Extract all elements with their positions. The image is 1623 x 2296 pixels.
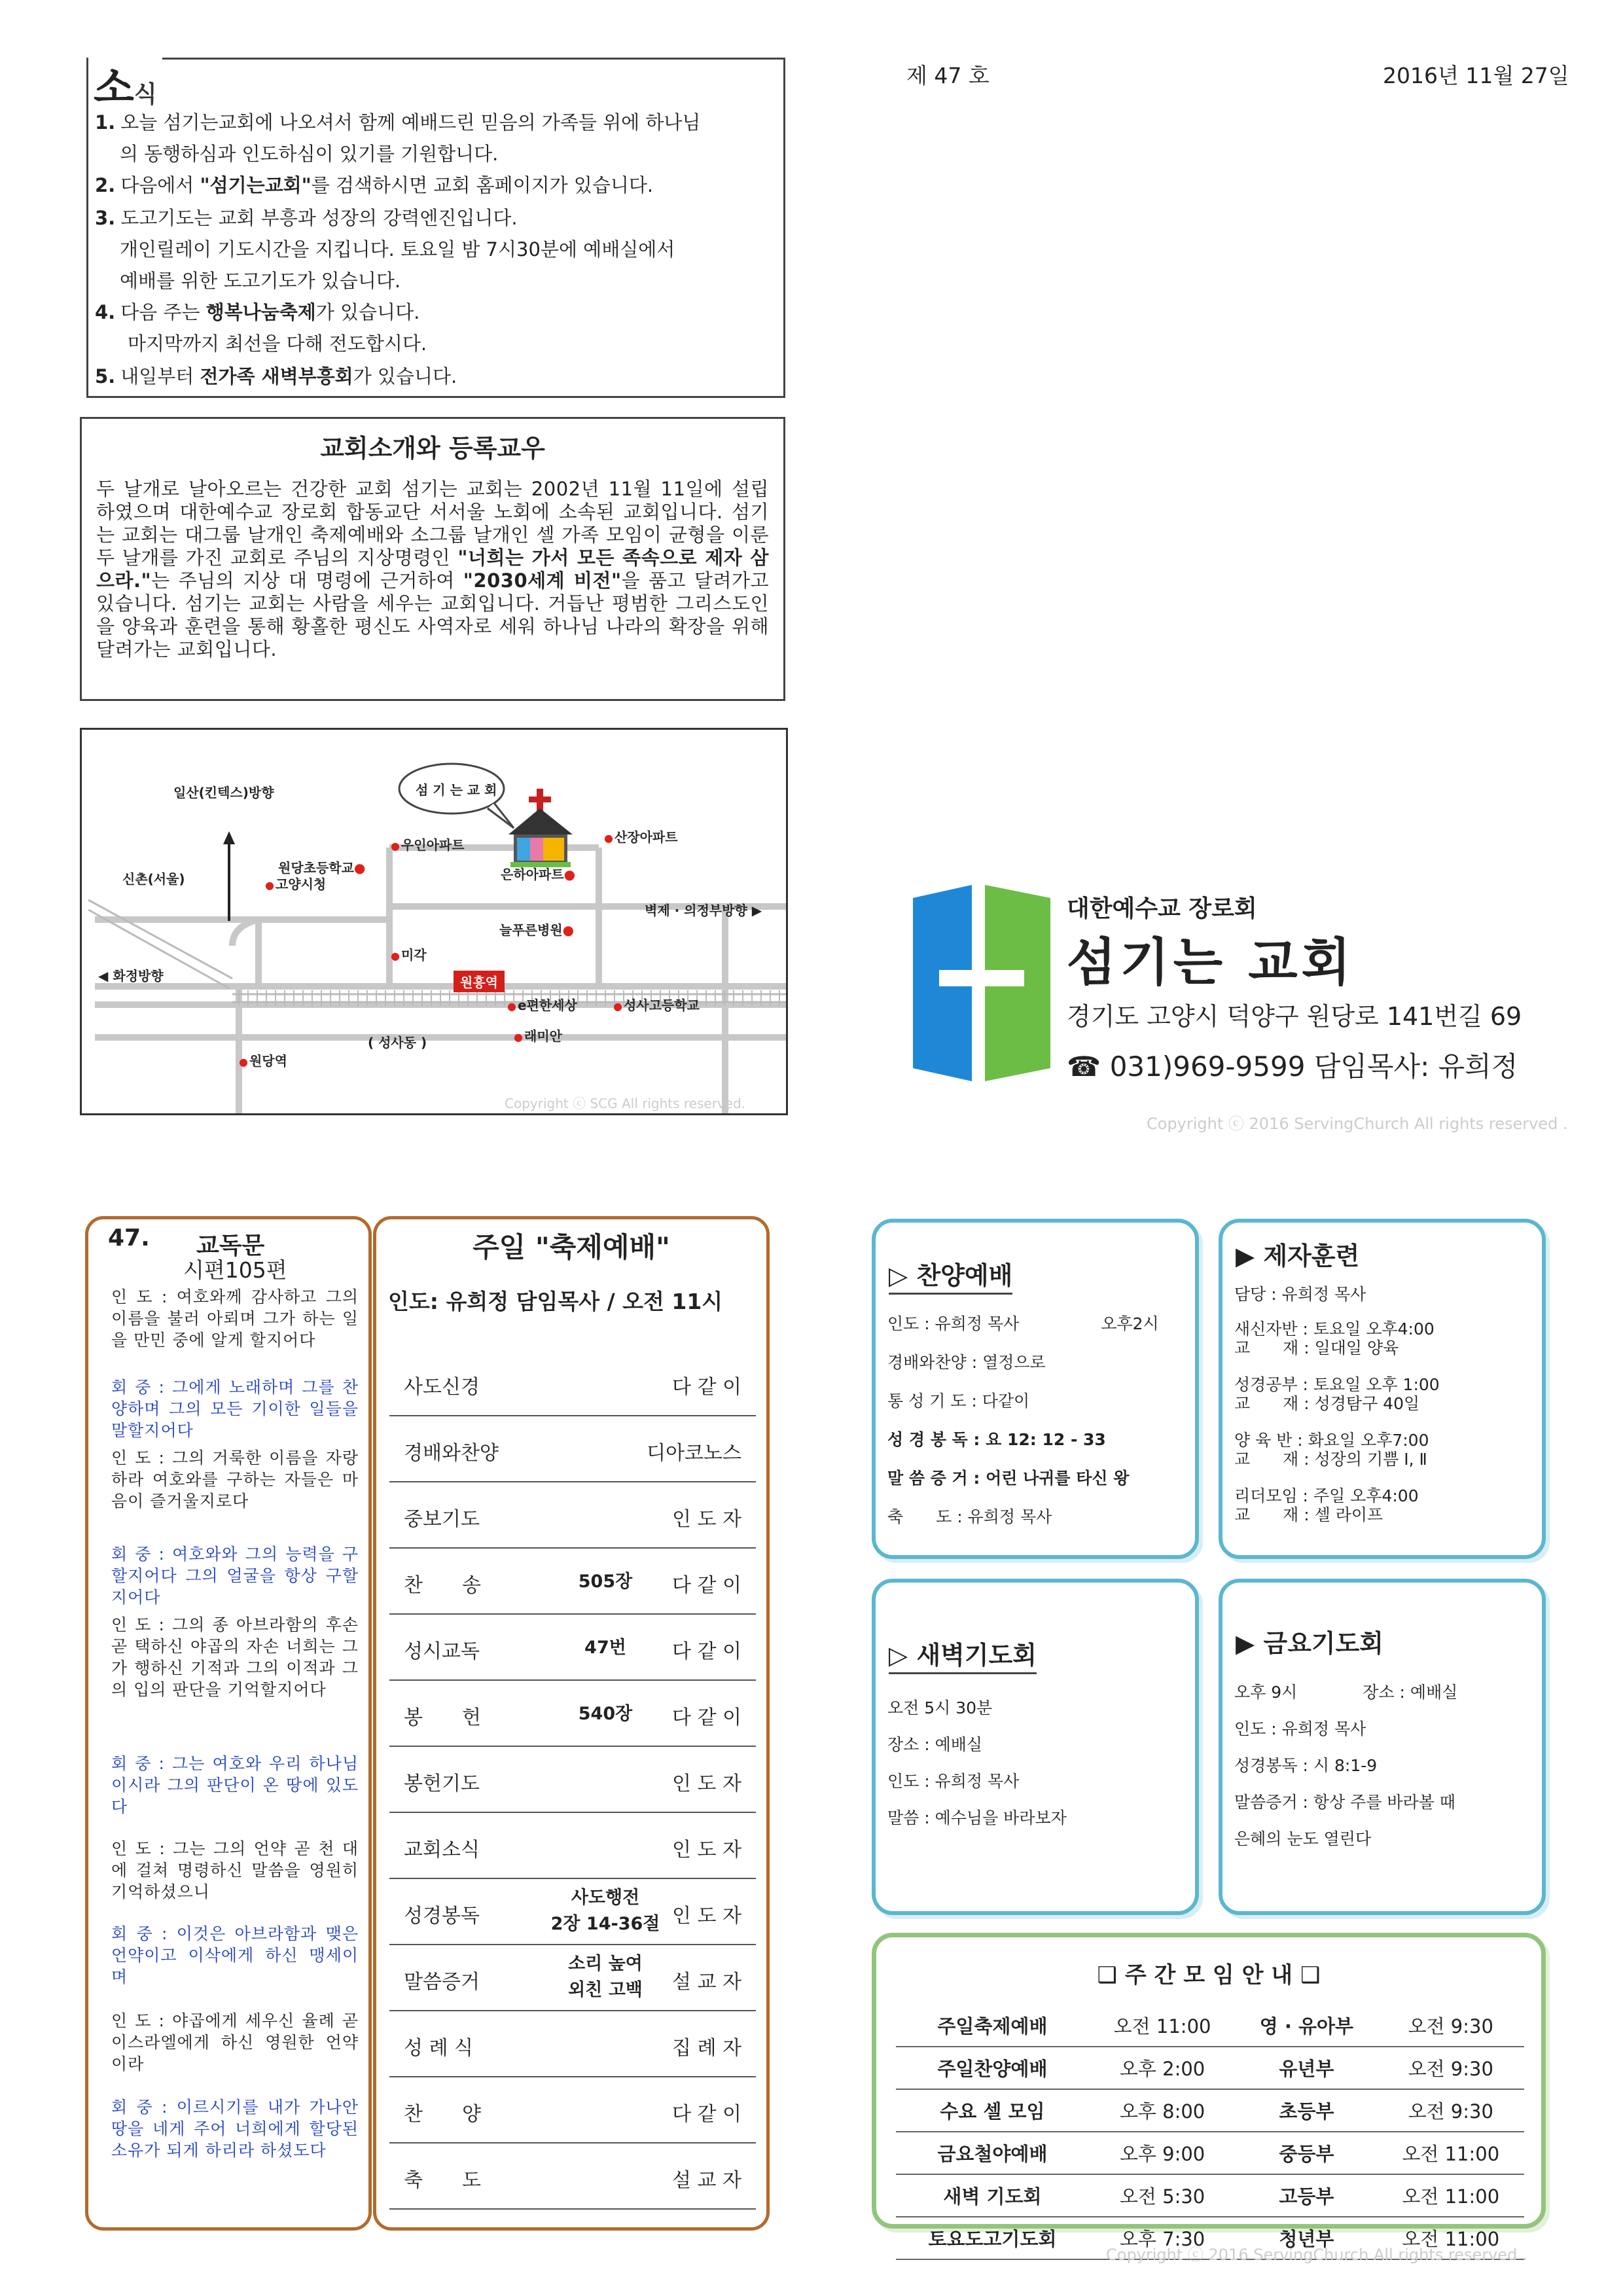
worship-title: 주일 "축제예배" bbox=[473, 1231, 670, 1263]
news-item-3: 3. 도고기도는 교회 부흥과 성장의 강력엔진입니다. 개인릴레이 기도시간을 지킵니다. 토요일 밤 7시30분에 예배실에서 예배를 위한 도고기도가 있습니다. bbox=[95, 207, 675, 292]
meeting-name: 고등부 bbox=[1236, 2174, 1377, 2217]
order-item: 성시교독 bbox=[404, 1640, 480, 1663]
worship-order-row bbox=[389, 1746, 756, 1813]
order-responsible: 다 같 이 bbox=[671, 1573, 741, 1597]
map-label-hwajeong: ◀ 화정방향 bbox=[98, 968, 164, 984]
meeting-name: 영 · 유아부 bbox=[1236, 2005, 1377, 2047]
order-responsible: 디아코노스 bbox=[647, 1441, 741, 1465]
worship-order-row bbox=[389, 1812, 756, 1879]
location-map bbox=[80, 728, 788, 1115]
verse-leader: 인 도 : 그는 그의 언약 곧 천 대에 걸쳐 명령하신 말씀을 영원히 기억하셨으니 bbox=[111, 1839, 359, 1901]
weekly-row bbox=[896, 2174, 1524, 2217]
order-responsible: 설 교 자 bbox=[671, 2168, 741, 2192]
issue-number: 제 47 호 bbox=[906, 63, 990, 88]
church-name: 섬기는 교회 bbox=[1067, 933, 1355, 992]
dawn-line: 장소 : 예배실 bbox=[887, 1735, 983, 1754]
training-line: 리더모임 : 주일 오후4:00 bbox=[1234, 1486, 1419, 1505]
map-label-wonheung-station: 원흥역 bbox=[454, 971, 505, 992]
order-item: 교회소식 bbox=[404, 1838, 480, 1861]
praise-line: 성 경 봉 독 : 요 12: 12 - 33 bbox=[887, 1430, 1106, 1449]
news-item-4: 4. 다음 주는 행복나눔축제가 있습니다. 마지막까지 최선을 다해 전도합시다. bbox=[95, 301, 427, 355]
friday-line: 오후 9시 장소 : 예배실 bbox=[1234, 1683, 1458, 1702]
meeting-name: 청년부 bbox=[1236, 2217, 1377, 2259]
meeting-time: 오전 9:30 bbox=[1378, 2089, 1525, 2132]
verse-congregation: 회 중 : 여호와와 그의 능력을 구할지어다 그의 얼굴을 항상 구할지어다 bbox=[111, 1545, 359, 1607]
order-item: 찬 송 bbox=[404, 1573, 481, 1597]
order-item: 중보기도 bbox=[404, 1507, 480, 1531]
meeting-name: 수요 셀 모임 bbox=[896, 2089, 1089, 2132]
worship-order-row bbox=[389, 1481, 756, 1549]
order-responsible: 인 도 자 bbox=[671, 1772, 741, 1795]
friday-line: 은혜의 눈도 열린다 bbox=[1234, 1829, 1372, 1848]
dawn-line: 오전 5시 30분 bbox=[887, 1698, 993, 1717]
meeting-time: 오전 5:30 bbox=[1089, 2174, 1236, 2217]
worship-order-row bbox=[389, 1679, 756, 1747]
meeting-time: 오후 2:00 bbox=[1089, 2047, 1236, 2089]
order-responsible: 집 례 자 bbox=[671, 2036, 741, 2060]
meeting-name: 초등부 bbox=[1236, 2089, 1377, 2132]
meeting-time: 오후 8:00 bbox=[1089, 2089, 1236, 2132]
verse-leader: 인 도 : 야곱에게 세우신 율례 곧 이스라엘에게 하신 영원한 언약이라 bbox=[111, 2011, 359, 2073]
church-copyright: Copyright ⓒ 2016 ServingChurch All rights reserved . bbox=[1147, 1115, 1568, 1133]
verse-congregation: 회 중 : 그는 여호와 우리 하나님이시라 그의 판단이 온 땅에 있도다 bbox=[111, 1754, 359, 1816]
weekly-meetings-box bbox=[872, 1933, 1546, 2250]
meeting-time: 오전 11:00 bbox=[1378, 2217, 1525, 2259]
order-item: 경배와찬양 bbox=[404, 1441, 499, 1465]
map-label-raemian: ● 래미안 bbox=[514, 1026, 562, 1045]
church-intro-box bbox=[80, 417, 785, 701]
worship-order-row bbox=[389, 2142, 756, 2210]
worship-order-box bbox=[373, 1216, 770, 2231]
map-label-sanjang: ● 산장아파트 bbox=[604, 827, 678, 846]
verse-congregation: 회 중 : 이르시기를 내가 가나안 땅을 네게 주어 너희에게 할당된 소유가 되게 하리라 하셨도다 bbox=[111, 2098, 359, 2160]
order-responsible: 다 같 이 bbox=[671, 1375, 741, 1399]
responsive-reading-box bbox=[85, 1216, 372, 2231]
intro-title: 교회소개와 등록교우 bbox=[320, 434, 545, 463]
order-responsible: 인 도 자 bbox=[671, 1904, 741, 1928]
dawn-prayer-box bbox=[872, 1579, 1199, 1915]
order-item: 말씀증거 bbox=[404, 1970, 480, 1994]
news-box bbox=[86, 58, 785, 398]
church-contact: ☎ 031)969-9599 담임목사: 유희정 bbox=[1067, 1050, 1518, 1083]
order-item: 사도신경 bbox=[404, 1375, 480, 1399]
reading-source: 시편105편 bbox=[183, 1257, 287, 1283]
worship-order-row bbox=[389, 2076, 756, 2144]
reading-number: 47. bbox=[108, 1225, 150, 1251]
training-line: 담당 : 유희정 목사 bbox=[1234, 1285, 1366, 1304]
verse-congregation: 회 중 : 그에게 노래하며 그를 찬양하며 그의 모든 기이한 일들을 말할지어다 bbox=[111, 1378, 359, 1440]
order-detail: 사도행전 2장 14-36절 bbox=[550, 1887, 660, 1934]
news-item-1: 1. 오늘 섬기는교회에 나오셔서 함께 예배드린 믿음의 가족들 위에 하나님 의 동행하심과 인도하심이 있기를 기원합니다. bbox=[95, 111, 701, 165]
meeting-name: 주일축제예배 bbox=[896, 2005, 1089, 2047]
friday-prayer-box bbox=[1219, 1579, 1546, 1915]
meeting-time: 오전 9:30 bbox=[1378, 2005, 1525, 2047]
map-label-neulpureun: 늘푸른병원● bbox=[499, 922, 575, 938]
meeting-name: 주일찬양예배 bbox=[896, 2047, 1089, 2089]
worship-order-row bbox=[389, 1547, 756, 1615]
meeting-name: 유년부 bbox=[1236, 2047, 1377, 2089]
order-detail: 소리 높여 외친 고백 bbox=[568, 1953, 643, 2000]
verse-leader: 인 도 : 여호와께 감사하고 그의 이름을 불러 아뢰며 그가 하는 일을 만민 중에 알게 할지어다 bbox=[111, 1287, 359, 1350]
worship-order-row bbox=[389, 1878, 756, 1945]
order-responsible: 다 같 이 bbox=[671, 1706, 741, 1729]
order-responsible: 인 도 자 bbox=[671, 1507, 741, 1531]
order-item: 축 도 bbox=[404, 2168, 481, 2192]
meeting-name: 토요도고기도회 bbox=[896, 2217, 1089, 2259]
discipleship-box bbox=[1219, 1219, 1546, 1559]
weekly-row bbox=[896, 2005, 1524, 2047]
friday-line: 인도 : 유희정 목사 bbox=[1234, 1719, 1366, 1738]
news-item-5: 5. 내일부터 전가족 새벽부흥회가 있습니다. bbox=[95, 365, 457, 387]
map-label-ilsan: 일산(킨텍스)방향 bbox=[173, 785, 274, 800]
reading-title: 교독문 bbox=[196, 1232, 265, 1259]
training-line: 교 재 : 셀 라이프 bbox=[1234, 1505, 1383, 1524]
meeting-time: 오전 9:30 bbox=[1378, 2047, 1525, 2089]
map-label-uin: ● 우인아파트 bbox=[391, 834, 465, 853]
meeting-time: 오전 11:00 bbox=[1378, 2132, 1525, 2174]
dawn-line: 말씀 : 예수님을 바라보자 bbox=[887, 1808, 1067, 1827]
map-label-bubble: 섬 기 는 교 회 bbox=[416, 782, 497, 798]
friday-line: 성경봉독 : 시 8:1-9 bbox=[1234, 1756, 1378, 1775]
praise-title: ▷ 찬양예배 bbox=[889, 1255, 1012, 1295]
order-detail: 505장 bbox=[578, 1571, 633, 1592]
training-line: 교 재 : 일대일 양육 bbox=[1234, 1338, 1399, 1357]
worship-order-row bbox=[389, 1613, 756, 1681]
praise-service-box bbox=[872, 1219, 1199, 1559]
bulletin-date: 2016년 11월 27일 bbox=[1383, 63, 1569, 88]
verse-leader: 인 도 : 그의 종 아브라함의 후손 곧 택하신 야곱의 자손 너희는 그가 행하신 기적과 그의 이적과 그의 입의 판단을 기억할지어다 bbox=[111, 1615, 359, 1699]
map-label-seongsa-dong: ( 성사동 ) bbox=[368, 1035, 427, 1050]
order-detail: 47번 bbox=[584, 1637, 626, 1658]
order-item: 봉 헌 bbox=[404, 1706, 481, 1729]
weekly-table bbox=[896, 2005, 1524, 2260]
worship-order-row bbox=[389, 1944, 756, 2011]
meeting-time: 오전 11:00 bbox=[1378, 2174, 1525, 2217]
praise-line: 통 성 기 도 : 다같이 bbox=[887, 1391, 1030, 1410]
weekly-title: ❑ 주 간 모 임 안 내 ❑ bbox=[1097, 1962, 1321, 1988]
order-responsible: 설 교 자 bbox=[671, 1970, 741, 1994]
weekly-copyright: Copyright ⓒ 2016 ServingChurch All rights reserved . bbox=[1106, 2246, 1527, 2264]
dawn-line: 인도 : 유희정 목사 bbox=[887, 1772, 1020, 1791]
order-item: 찬 양 bbox=[404, 2102, 481, 2126]
verse-congregation: 회 중 : 이것은 아브라함과 맺은 언약이고 이삭에게 하신 맹세이며 bbox=[111, 1924, 359, 1986]
news-item-2: 2. 다음에서 "섬기는교회"를 검색하시면 교회 홈페이지가 있습니다. bbox=[95, 174, 654, 196]
meeting-time: 오후 7:30 bbox=[1089, 2217, 1236, 2259]
weekly-row bbox=[896, 2089, 1524, 2132]
meeting-time: 오후 9:00 bbox=[1089, 2132, 1236, 2174]
phone-icon: ☎ bbox=[1067, 1050, 1101, 1083]
training-line: 교 재 : 성경탐구 40일 bbox=[1234, 1394, 1420, 1413]
map-label-byeokje: 벽제 · 의정부방향 ▶ bbox=[645, 903, 762, 918]
order-responsible: 다 같 이 bbox=[671, 2102, 741, 2126]
praise-line: 축 도 : 유희정 목사 bbox=[887, 1507, 1052, 1526]
map-label-wondang-school: 원당초등학교● bbox=[278, 860, 366, 876]
order-item: 봉헌기도 bbox=[404, 1772, 480, 1795]
meeting-time: 오전 11:00 bbox=[1089, 2005, 1236, 2047]
order-responsible: 다 같 이 bbox=[671, 1640, 741, 1663]
training-title: ▶ 제자훈련 bbox=[1236, 1242, 1360, 1270]
praise-line: 말 씀 증 거 : 어린 나귀를 타신 왕 bbox=[887, 1469, 1130, 1488]
weekly-row bbox=[896, 2047, 1524, 2089]
training-line: 양 육 반 : 화요일 오후7:00 bbox=[1234, 1431, 1429, 1450]
praise-line: 경배와찬양 : 열정으로 bbox=[887, 1353, 1046, 1372]
order-responsible: 인 도 자 bbox=[671, 1838, 741, 1861]
weekly-row bbox=[896, 2132, 1524, 2174]
map-label-epyeonhan: ● e편한세상 bbox=[507, 995, 577, 1014]
friday-title: ▶ 금요기도회 bbox=[1236, 1629, 1383, 1658]
praise-line: 인도 : 유희정 목사 오후2시 bbox=[887, 1314, 1159, 1333]
worship-order-row bbox=[389, 1349, 756, 1416]
map-label-eunha: 은하아파트● bbox=[501, 867, 576, 882]
church-address: 경기도 고양시 덕양구 원당로 141번길 69 bbox=[1067, 1002, 1522, 1031]
verse-leader: 인 도 : 그의 거룩한 이름을 자랑하라 여호와를 구하는 자들은 마음이 즐거울지로다 bbox=[111, 1448, 359, 1511]
worship-order-row bbox=[389, 2010, 756, 2077]
dawn-title: ▷ 새벽기도회 bbox=[889, 1635, 1037, 1674]
intro-text: 두 날개로 날아오르는 건강한 교회 섬기는 교회는 2002년 11월 11일에 설립 하였으며 대한예수교 장로회 합동교단 서서울 노회에 소속된 교회입니다. 섬기는 교회는 대그룹 날개인 축제예배와 소그룹 날개인 셀 가족 모임이 균형을 이룬 두 날개를 가진 교회로 주님의 지상명령인 "너희는 가서 모든 족속으로 제자 삼으라."는 주님의 지상 대 명령에 근거하여 "2030세계 비전"을 품고 달려가고 있습니다. 섬기는 교회는 사람을 세우는 교회입니다. 거듭난 평범한 그리스도인을 양육과 훈련을 통해 황홀한 평신도 사역자로 세워 하나님 나라의 확장을 위해 달려가는 교회입니다. bbox=[96, 478, 769, 660]
map-label-seongsa-high: ● 성사고등학교 bbox=[613, 995, 700, 1014]
training-line: 새신자반 : 토요일 오후4:00 bbox=[1234, 1319, 1435, 1338]
order-item: 성경봉독 bbox=[404, 1904, 480, 1928]
worship-order-row bbox=[389, 1415, 756, 1482]
order-detail: 540장 bbox=[578, 1703, 633, 1724]
worship-leader-line: 인도: 유희정 담임목사 / 오전 11시 bbox=[388, 1289, 723, 1314]
training-line: 교 재 : 성장의 기쁨 Ⅰ, Ⅱ bbox=[1234, 1450, 1427, 1469]
map-label-migak: ● 미각 bbox=[391, 944, 427, 963]
map-label-goyang-office: ● 고양시청 bbox=[265, 874, 326, 893]
meeting-name: 금요철야예배 bbox=[896, 2132, 1089, 2174]
training-line: 성경공부 : 토요일 오후 1:00 bbox=[1234, 1375, 1440, 1394]
church-logo-icon bbox=[913, 885, 1050, 1081]
map-label-wondang-station: ● 원당역 bbox=[239, 1050, 287, 1069]
map-label-sinchon: 신촌(서울) bbox=[122, 871, 185, 887]
order-item: 성 례 식 bbox=[404, 2036, 474, 2060]
friday-line: 말씀증거 : 항상 주를 바라볼 때 bbox=[1234, 1793, 1455, 1812]
news-title: 소식 bbox=[88, 54, 162, 115]
map-copyright: Copyright ⓒ SCG All rights reserved. bbox=[505, 1096, 746, 1111]
church-denomination: 대한예수교 장로회 bbox=[1067, 895, 1257, 922]
meeting-name: 중등부 bbox=[1236, 2132, 1377, 2174]
meeting-name: 새벽 기도회 bbox=[896, 2174, 1089, 2217]
